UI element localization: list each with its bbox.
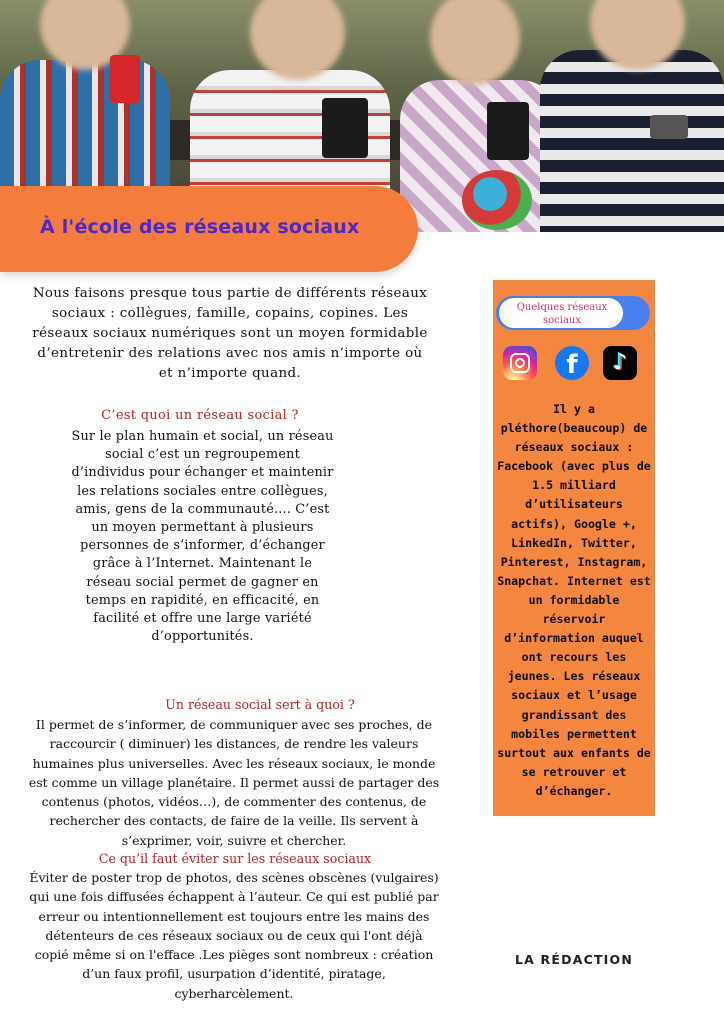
phone-icon (650, 115, 688, 139)
phone-icon (487, 102, 529, 160)
phone-icon (110, 55, 140, 103)
tiktok-icon[interactable]: ♪ (603, 346, 637, 380)
sidebar-pill (496, 296, 650, 330)
instagram-icon[interactable] (503, 346, 537, 380)
section-title: Ce qu’il faut éviter sur les réseaux sociaux (98, 851, 372, 866)
page-title: À l'école des réseaux sociaux (40, 216, 360, 238)
phone-icon (322, 98, 368, 158)
sidebar-pill-inner (499, 298, 623, 328)
blurred-face (250, 0, 345, 80)
section-body: Sur le plan humain et social, un réseau social c’est un regroupement d’individus pour échanger et maintenir les relations sociales entre collègues, amis, gens de la communauté.... C’est un moyen permettant à plusieurs personnes de s’informer, d’échanger grâce à l’Internet. Maintenant le réseau social permet de gagner en temps en rapidité, en efficacité, en facilité et offre une large variété d’opportunités. (71, 429, 334, 645)
sidebar-text: Il y a pléthore(beaucoup) de réseaux sociaux : Facebook (avec plus de 1.5 milliard d’utilisateurs actifs), Google +, LinkedIn, Twitter, Pinterest, Instagram, Snapchat. Internet est un formidable réservoir d’information auquel ont recours les jeunes. Les réseaux sociaux et l’usage grandissant des mobiles permettent surtout aux enfants de se retrouver et d’échanger. (497, 402, 651, 798)
child-figure (540, 50, 724, 232)
instagram-lens (515, 358, 525, 368)
intro-paragraph: Nous faisons presque tous partie de différents réseaux sociaux : collègues, famille, copains, copines. Les réseaux sociaux numériques sont un moyen formidable d’entretenir des relations avec nos amis n’importe où et n’importe quand. (32, 286, 428, 381)
toy-ball (462, 170, 532, 230)
section-title: C’est quoi un réseau social ? (101, 408, 299, 423)
sidebar-panel (493, 280, 655, 816)
facebook-icon[interactable]: f (555, 346, 589, 380)
section-body: Éviter de poster trop de photos, des scènes obscènes (vulgaires) qui une fois diffusées échappent à l’auteur. Ce qui est publié par erreur ou intentionnellement est toujours entre les mains des détenteurs de ces réseaux sociaux ou de ceux qui l'ont déjà copié même si on l'efface .Les pièges sont nombreux : création d’un faux profil, usurpation d’identité, piratage, cyberharcèlement. (29, 870, 439, 1001)
blurred-face (430, 0, 520, 85)
title-banner (0, 186, 418, 272)
signature: LA RÉDACTION (514, 952, 634, 967)
sidebar-pill-label: Quelques réseaux sociaux (516, 302, 608, 326)
social-icons (503, 346, 645, 384)
section-body: Il permet de s’informer, de communiquer avec ses proches, de raccourcir ( diminuer) les distances, de rendre les valeurs humaines plus universelles. Avec les réseaux sociaux, le monde est comme un village planétaire. Il permet aussi de partager des contenus (photos, vidéos…), de commenter des contenus, de rechercher des contacts, de faire de la veille. Ils servent à s’exprimer, voir, suivre et chercher. (28, 717, 440, 848)
section-title: Un réseau social sert à quoi ? (165, 697, 355, 712)
